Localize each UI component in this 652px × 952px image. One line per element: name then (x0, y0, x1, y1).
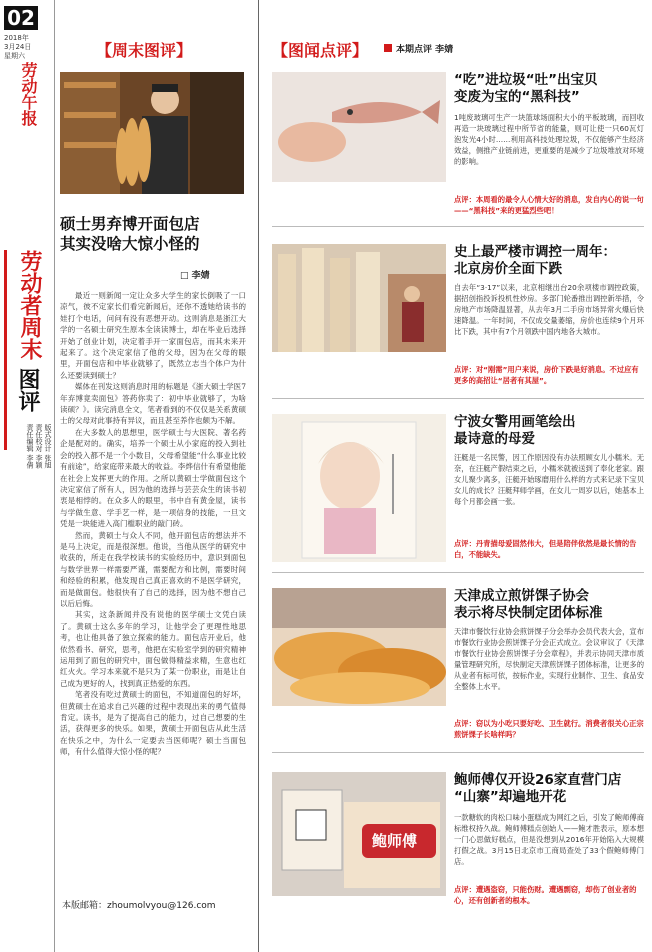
news-title-line: “吃”进垃圾“吐”出宝贝 (454, 72, 598, 88)
news-title-line: 北京房价全面下跌 (454, 261, 562, 277)
news-thumb-housing (272, 244, 446, 352)
credit-line: 版式设计 张旭 (44, 424, 52, 469)
news-comment: 点评：对“刚需”用户来说，房价下跌是好消息。不过应有更多的高招让“居者有其屋”。 (454, 365, 639, 385)
news-comment: 点评：丹青描母爱固然伟大，但是陪伴依然是最长情的告白，不能缺失。 (454, 539, 637, 559)
news-title-line: 最诗意的母爱 (454, 431, 535, 447)
news-comment: 点评：本周看的最令人心情大好的消息，发自内心的说一句——“黑科技”来的更猛烈些吧！ (454, 195, 644, 215)
article-paragraph: 在大多数人的思想里，医学硕士与大医院、著名药企是配对的。确实，培养一个硕士从小家庭的投入到社会的投入都不是一个小数目，父母希望能“什么事业比较有前途”，给家庭带来最大的收益。李烨信什有希望他能在社会上发挥更大的作用。之所以黄硕士学做面包这个决定家信了所有人，因为他的选择与芸芸众生的读书初衷是相悖的。在众多人的眼里，书中自有黄金屋，读书与学做生意、学手艺一样，是一项信身的技能，一旦文凭是一块能进入高门槛职业的敲门砖。 (60, 427, 246, 529)
news-title (454, 772, 644, 806)
item-divider (272, 572, 644, 573)
rail-accent (4, 250, 7, 450)
news-body: 自去年“3·17”以来，北京相继出台20余项楼市调控政策，据招创指投诉投机性炒房。多部门轮番推出调控新举措，令房地产市场降温显著，从去年3月二手房市场异常火爆后快速降温。一年时间，不仅成交量萎缩，房价也连续9个月环比下跌，其中有7个月领跌中国内地各大城市。 (454, 283, 644, 336)
news-comment: 点评：窃以为小吃只要好吃、卫生就行。消费者很关心正宗煎饼馃子长啥样吗？ (454, 719, 644, 739)
news-title (454, 588, 644, 622)
article-paragraph: 然而，黄硕士与众人不同，他开面包店的想法并不是马上决定，而是很深想。他说，当他从医学的研究中收获的，所走在我学校读书的实验经历中，意识到面包与数学世界一样需要严谨，需要配方和比例，需要时间和经验的积累，他发现自己真正喜欢的不是医学研究，而是做面包。他很快有了自己的选择，因为他不想自己以后后悔。 (60, 530, 246, 608)
news-body: 1吨废玻璃可生产一块篮球场面积大小的平板玻璃，而回收再造一块玻璃过程中所节省的能量，则可让使一只60瓦灯泡发光4小时……利用高科技处理垃圾，不仅能够产生经济效益，侧推产业链前进，更重要的是减少了垃圾堆放对环境的影响。 (454, 113, 644, 166)
news-body: 汪艇是一名民警，因工作原因没有办法照顾女儿小糯米。无奈，在汪艇产假结束之后，小糯米就被送到了奉化老家。跟女儿聚少离多，汪艇开始琢磨用什么样的方式来记录下宝贝女儿的成长？汪艇拜师学画，在女儿一周岁以后，她基本上每个月都会画一张。 (454, 453, 644, 506)
host-marker (384, 44, 392, 52)
page-number: 02 (4, 6, 38, 30)
news-thumb-garbage (272, 72, 446, 182)
buildings-illustration (272, 244, 446, 352)
column-divider (258, 0, 259, 952)
news-title-line: 史上最严楼市调控一周年： (454, 244, 616, 260)
news-title-line: 表示将尽快制定团体标准 (454, 605, 603, 621)
weekday: 星期六 (4, 52, 25, 60)
main-headline (60, 214, 246, 254)
fish-hand-illustration (272, 72, 446, 182)
item-divider (272, 226, 644, 227)
news-title (454, 244, 644, 278)
news-title (454, 414, 644, 448)
news-thumb-painting (272, 414, 446, 562)
news-thumb-bakery (272, 772, 446, 896)
editor-email: 本版邮箱：zhoumolvyou@126.com (62, 901, 216, 911)
news-comment: 点评：遭遇盗窃，只能伤财。遭遇剽窃，却伤了创业者的心，还有创新者的根本。 (454, 885, 637, 905)
baker-illustration (60, 72, 244, 194)
news-body: 一款糖软的肉松口味小蛋糕成为网红之后，引发了鲍师傅商标维权持久战。鲍师傅糕点创始人——鲍才胜表示，原本想一门心思做好糕点，但是没想到从2016年开始陷入大规模打假之战。3月15日北京市工商局查处了33个假鲍师傅门店。 (454, 813, 644, 866)
bakery-bag-illustration (272, 772, 446, 896)
bakery-sign-text: 鲍师傅 (372, 832, 418, 850)
article-paragraph: 笔者没有吃过黄硕士的面包，不知道面包的好坏，但黄硕士在追求自己兴趣的过程中表现出来的勇气值得肯定。读书，是为了提高自己的能力，过自己想要的生活，获得更多的快乐。如果，黄硕士开面包店从此生活在快乐之中，为什么一定要去当医师呢？硕士当面包师，有什么值得大惊小怪的呢？ (60, 690, 246, 757)
right-section-title: 【图闻点评】 (272, 41, 369, 60)
news-title-line: 变废为宝的“黑科技” (454, 89, 580, 105)
staff-credits (12, 424, 52, 484)
section-vertical-title: 图评 (15, 368, 40, 412)
article-paragraph: 媒体在刊发这则消息时用的标题是《浙大硕士学医7年弃博竟卖面包》答药你卖了：初中毕业就够了，为啥读硕？》。读完消息全文，笔者看到的不仅仅是关系黄硕士的父母对此事持有异议，而且甚至养作也颇为不解。 (60, 382, 246, 426)
newspaper-logo: 劳动午报 (19, 62, 38, 126)
date-day: 3月24日 (4, 43, 32, 51)
bakery-photo (60, 72, 244, 194)
headline-line: 其实没啥大惊小怪的 (60, 235, 200, 253)
item-divider (272, 752, 644, 753)
commentary-host: 本期点评 李婧 (396, 45, 454, 55)
news-title-line: 天津成立煎饼馃子协会 (454, 588, 589, 604)
news-title-line: “山寨”却遍地开花 (454, 789, 567, 805)
item-divider (272, 398, 644, 399)
pancake-illustration (272, 588, 446, 706)
left-section-title: 【周末图评】 (96, 41, 193, 60)
news-thumb-jianbing (272, 588, 446, 706)
byline: □ 李婧 (180, 271, 210, 281)
news-title (454, 72, 644, 106)
credit-line: 责任编辑 李倩 (26, 424, 34, 469)
weekly-title: 劳动者周末 (17, 250, 42, 360)
date-year: 2018年 (4, 34, 29, 42)
article-paragraph: 最近一则新闻一定让众多大学生的家长倒吸了一口凉气，彼不定家长们看完新闻后，还你不透她给读书的娃打个电话，问问有没有恶想开动。这则消息是浙江大学的一名硕士研究生原本全读读博士，却在毕业后选择开始了创业计划，决定着手开一家面包店，而其未来开起来了。这个决定家信了他的父母，因为在父母的眼里，开面包店和中毕业就够了，既然立志当个体户为什么还要读到硕士？ (60, 291, 246, 380)
article-paragraph: 其实，这条新闻并没有说他的医学硕士文凭白读了。黄硕士这么多年的学习，让他学会了更理性地思考，也让他具备了独立探索的能力。面包店开业后，他依然看书、研究，思考，他把在实验室学到的研究精神运用到了面包的研究中，面包做得精益求精，生意也红红火火。学习本来就不是只为了某一份职业，而是让自己成为更好的人，找到真正热爱的东西。 (60, 610, 246, 688)
news-title-line: 宁波女警用画笔绘出 (454, 414, 576, 430)
news-body: 天津市餐饮行业协会煎饼馃子分会举办会员代表大会，宣布市餐饮行业协会煎饼馃子分会正式成立。会议审议了《天津市餐饮行业协会煎饼馃子分会章程》，并表示协同天津市质量管理研究所，尽快制定天津煎饼馃子团体标准，让更多的从业者有标可依，按标作业，实现行业制作、卫生、食品安全整体上水平。 (454, 627, 644, 691)
article-body (60, 290, 246, 758)
child-sketch-illustration (272, 414, 446, 562)
headline-line: 硕士男弃博开面包店 (60, 215, 200, 233)
credit-line: 责任校对 李颖 (35, 424, 43, 469)
news-title-line: 鲍师傅仅开设26家直营门店 (454, 772, 622, 788)
column-divider (54, 0, 55, 952)
